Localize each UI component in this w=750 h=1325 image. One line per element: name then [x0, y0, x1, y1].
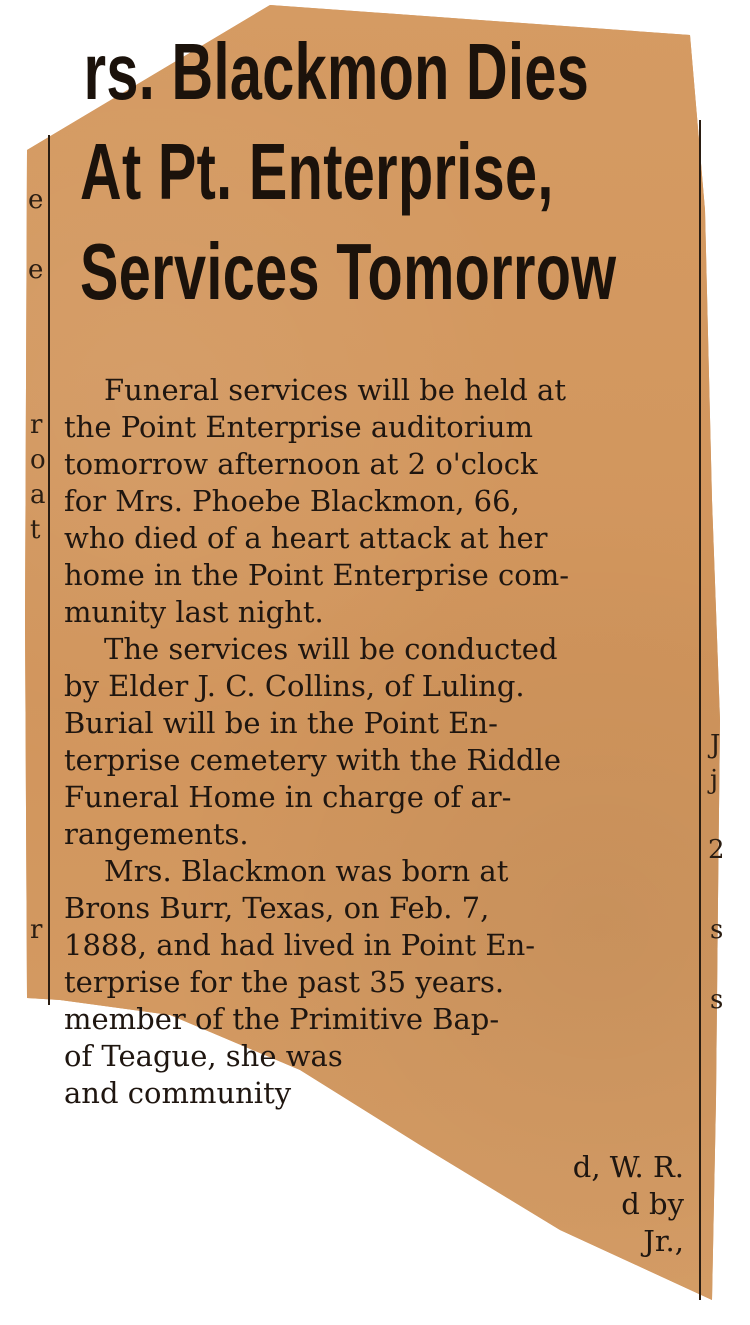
edge-letter: s	[710, 985, 724, 1015]
paragraph-conducted-by: The services will be conducted by Elder J. C. Collins, of Luling. Burial will be in the Point En- terprise cemetery with the Riddle Funeral Home in charge of ar- rangements.	[64, 632, 562, 851]
edge-letter: e	[28, 185, 44, 215]
column-rule-left	[48, 135, 50, 1005]
edge-letter: e	[28, 255, 44, 285]
torn-fragment-line: d by	[621, 1187, 684, 1221]
headline-line-1: rs. Blackmon Dies	[83, 27, 590, 116]
edge-letter: s	[710, 915, 724, 945]
paragraph-funeral-services: Funeral services will be held at the Point Enterprise auditorium tomorrow afternoon at 2 o'clock for Mrs. Phoebe Blackmon, 66, who died of a heart attack at her home in the Point Enterprise com- munity last night.	[64, 373, 570, 629]
headline	[80, 22, 617, 322]
torn-fragment-line: d, W. R.	[572, 1150, 684, 1184]
edge-letter: r	[30, 915, 43, 945]
torn-fragment-line: Jr.,	[643, 1224, 684, 1258]
edge-letter: 2	[708, 835, 725, 865]
edge-letter: t	[30, 515, 41, 545]
paragraph-biography: Mrs. Blackmon was born at Brons Burr, Texas, on Feb. 7, 1888, and had lived in Point En- terprise for the past 35 years. member of the Primitive Bap- of Teague, she was and community	[64, 854, 536, 1110]
edge-letter: o	[30, 445, 46, 475]
edge-letter: a	[30, 480, 46, 510]
edge-letter: r	[30, 410, 43, 440]
headline-line-3: Services Tomorrow	[80, 227, 617, 316]
edge-letter: j	[710, 765, 719, 795]
headline-line-2: At Pt. Enterprise,	[80, 127, 554, 216]
column-rule-right	[699, 120, 701, 1300]
article-body	[64, 372, 689, 1260]
edge-letter: J	[710, 730, 721, 760]
